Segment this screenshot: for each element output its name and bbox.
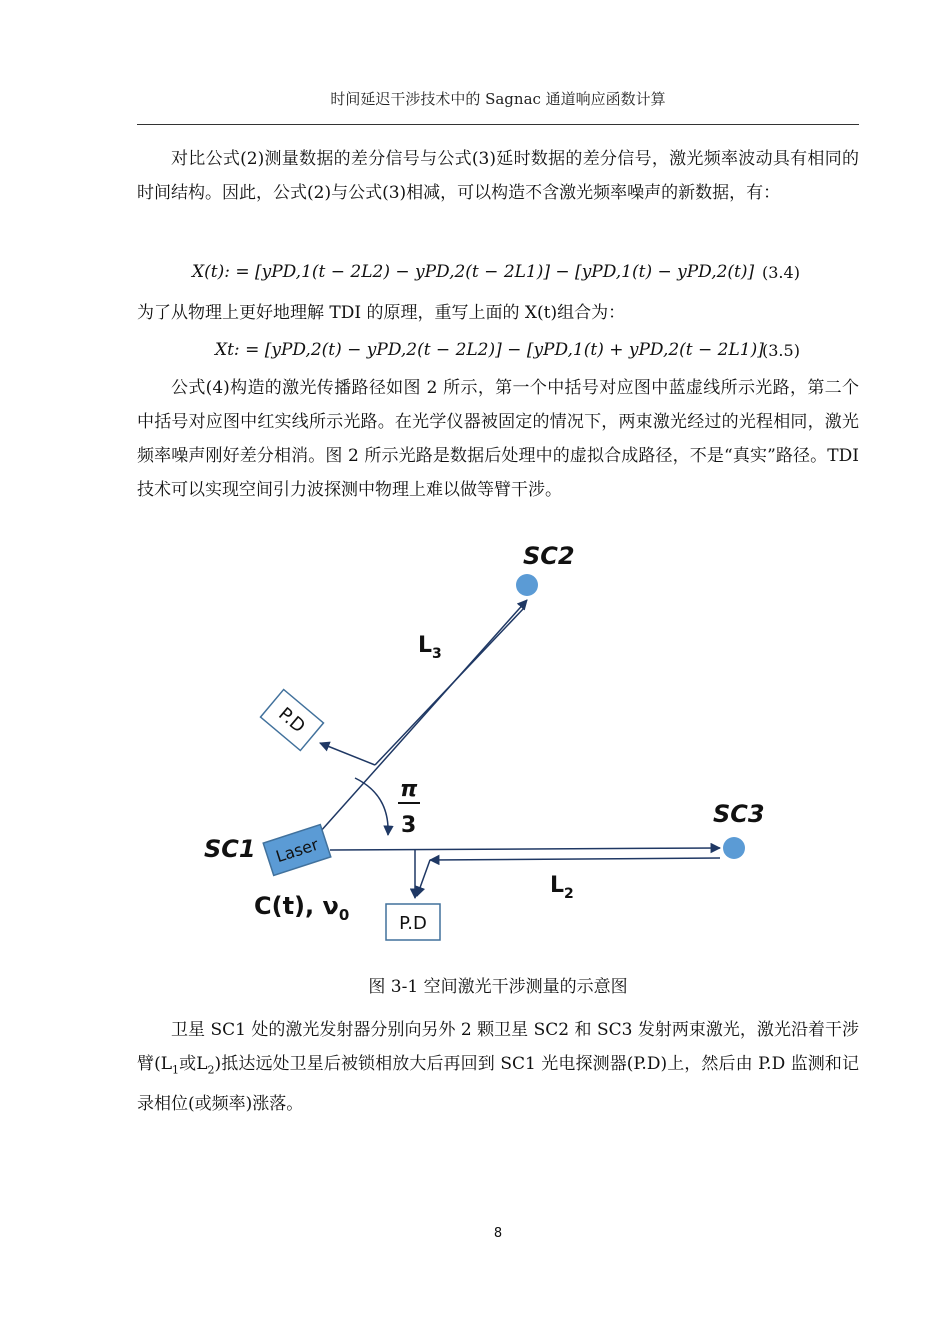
equation-3-4 <box>192 262 754 282</box>
paragraph-2: 为了从物理上更好地理解 TDI 的原理，重写上面的 X(t)组合为： <box>137 303 626 323</box>
l3-label: $L_3$ <box>418 633 442 662</box>
subscript-1: 1 <box>172 1063 180 1077</box>
angle-three: 3 <box>401 813 417 838</box>
beam-to-pd-top <box>320 743 375 765</box>
equation-3-5 <box>215 340 764 360</box>
angle-pi: π <box>400 777 418 802</box>
sc2-satellite <box>516 574 538 596</box>
laser-block <box>263 825 331 876</box>
subscript-2: 2 <box>207 1063 215 1077</box>
paragraph-3: 公式(4)构造的激光传播路径如图 2 所示，第一个中括号对应图中蓝虚线所示光路，第二个中括号对应图中红实线所示光路。在光学仪器被固定的情况下，两束激光经过的光程相同，激光频率噪声刚好差分相消。图 2 所示光路是数据后处理中的虚拟合成路径，不是“真实”路径。TDI 技术可以实现空间引力波探测中物理上难以做等臂干涉。 <box>137 378 859 500</box>
equation-number-3-4: (3.4) <box>762 263 800 282</box>
laser-interferometry-figure <box>190 530 780 950</box>
beam-sc1-to-sc3 <box>330 848 720 850</box>
sc3-satellite <box>723 837 745 859</box>
paragraph-4 <box>137 1013 859 1121</box>
laser-label: Laser <box>273 834 321 867</box>
running-header: 时间延迟干涉技术中的 Sagnac 通道响应函数计算 <box>330 90 666 108</box>
eq2-text: Xt: = [yPD,2(t) − yPD,2(t − 2L2)] − [yPD,1(t) + yPD,2(t − 2L1)] <box>215 340 764 360</box>
equation-number-3-5: (3.5) <box>762 341 800 360</box>
pd-bottom-label: P.D <box>399 913 427 934</box>
sc1-label: SC1 <box>204 835 256 863</box>
beam-sc2-to-sc1 <box>375 608 524 765</box>
paragraph-4-part-c: )抵达远处卫星后被锁相放大后再回到 SC1 光电探测器(P.D)上，然后由 P.D 监测和记录相位(或频率)涨落。 <box>137 1054 860 1115</box>
paragraph-1: 对比公式(2)测量数据的差分信号与公式(3)延时数据的差分信号，激光频率波动具有相同的时间结构。因此，公式(2)与公式(3)相减，可以构造不含激光频率噪声的新数据，有： <box>137 149 859 203</box>
pd-top-label: P.D <box>274 703 310 738</box>
paragraph-4-part-a: 卫星 SC1 处的激光发射器分别向另外 2 颗卫星 SC2 和 SC3 发射两束激光，激光沿着干涉臂(L <box>137 1020 859 1074</box>
l2-label: $L_2$ <box>550 873 574 902</box>
pd-top-box <box>261 689 324 750</box>
page-number: 8 <box>493 1226 503 1241</box>
eq1-text: X(t): = [yPD,1(t − 2L2) − yPD,2(t − 2L1)] − [yPD,1(t) − yPD,2(t)] <box>192 262 755 282</box>
beam-to-pd-bottom <box>417 860 430 896</box>
figure-caption: 图 3-1 空间激光干涉测量的示意图 <box>368 977 628 997</box>
sc3-label: SC3 <box>713 800 765 828</box>
laser-frequency-label: C(t), $\nu_0$ <box>254 892 350 924</box>
beam-sc3-to-sc1 <box>430 858 720 860</box>
paragraph-4-part-b: 或L <box>179 1054 208 1074</box>
sc2-label: SC2 <box>523 542 575 570</box>
header-rule <box>137 124 859 125</box>
